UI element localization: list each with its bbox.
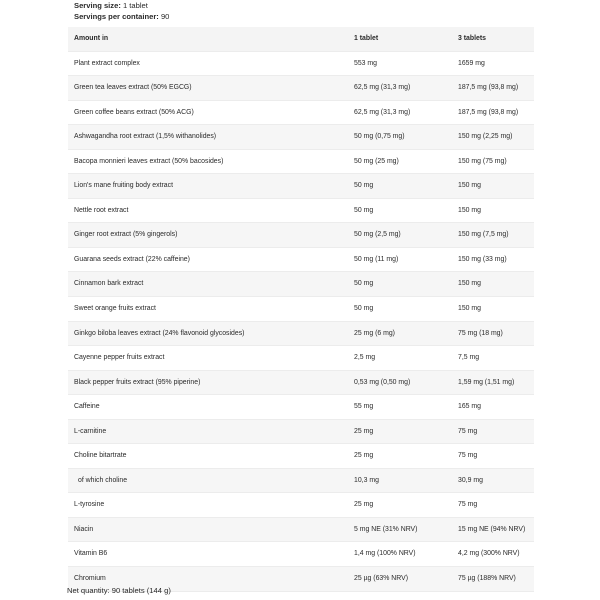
ingredient-name: Lion's mane fruiting body extract: [74, 182, 173, 190]
amount-1-tablet: 50 mg (25 mg): [354, 157, 399, 165]
amount-1-tablet: 1,4 mg (100% NRV): [354, 550, 416, 558]
ingredient-name: Sweet orange fruits extract: [74, 305, 156, 313]
table-row: [68, 395, 534, 420]
amount-1-tablet: 50 mg (0,75 mg): [354, 133, 405, 141]
ingredient-name: L-tyrosine: [74, 501, 105, 509]
amount-3-tablets: 187,5 mg (93,8 mg): [458, 108, 519, 116]
table-header-row: [68, 27, 534, 52]
amount-3-tablets: 30,9 mg: [458, 476, 483, 484]
serving-size-value: 1 tablet: [120, 1, 148, 10]
amount-1-tablet: 553 mg: [354, 59, 377, 67]
amount-3-tablets: 150 mg (2,25 mg): [458, 133, 513, 141]
servings-per-container: [74, 11, 534, 22]
table-row: [68, 76, 534, 101]
table-row: [68, 542, 534, 567]
supplement-facts-table: [68, 27, 534, 592]
amount-1-tablet: 50 mg: [354, 206, 374, 214]
servings-value: 90: [158, 12, 170, 21]
ingredient-name: Ginger root extract (5% gingerols): [74, 231, 178, 239]
amount-1-tablet: 25 µg (63% NRV): [354, 575, 409, 583]
amount-1-tablet: 50 mg: [354, 182, 374, 190]
net-quantity: Net quantity: 90 tablets (144 g): [67, 586, 171, 595]
amount-1-tablet: 0,53 mg (0,50 mg): [354, 378, 411, 386]
table-row: [68, 174, 534, 199]
amount-3-tablets: 7,5 mg: [458, 354, 480, 362]
amount-1-tablet: 5 mg NE (31% NRV): [354, 525, 418, 533]
serving-size-label: Serving size:: [74, 1, 121, 10]
amount-3-tablets: 75 mg (18 mg): [458, 329, 503, 337]
amount-1-tablet: 2,5 mg: [354, 354, 376, 362]
table-row: [68, 469, 534, 494]
amount-3-tablets: 75 mg: [458, 501, 478, 509]
table-row: [68, 518, 534, 543]
amount-1-tablet: 62,5 mg (31,3 mg): [354, 108, 411, 116]
serving-size: [74, 0, 534, 11]
amount-1-tablet: 10,3 mg: [354, 476, 379, 484]
table-row: [68, 346, 534, 371]
amount-3-tablets: 150 mg: [458, 305, 481, 313]
amount-1-tablet: 50 mg: [354, 305, 374, 313]
table-row: [68, 493, 534, 518]
table-row: [68, 248, 534, 273]
amount-1-tablet: 25 mg: [354, 427, 374, 435]
amount-1-tablet: 50 mg (11 mg): [354, 255, 399, 263]
table-row: [68, 297, 534, 322]
table-row: [68, 199, 534, 224]
amount-3-tablets: 150 mg (7,5 mg): [458, 231, 509, 239]
amount-3-tablets: 165 mg: [458, 403, 481, 411]
ingredient-name: Cayenne pepper fruits extract: [74, 354, 165, 362]
table-row: [68, 371, 534, 396]
amount-1-tablet: 25 mg: [354, 452, 374, 460]
amount-3-tablets: 4,2 mg (300% NRV): [458, 550, 520, 558]
amount-3-tablets: 75 mg: [458, 452, 478, 460]
amount-3-tablets: 187,5 mg (93,8 mg): [458, 84, 519, 92]
ingredient-name: Niacin: [74, 525, 94, 533]
ingredient-name: Vitamin B6: [74, 550, 108, 558]
amount-3-tablets: 15 mg NE (94% NRV): [458, 525, 526, 533]
table-row: [68, 444, 534, 469]
ingredient-name: Ginkgo biloba leaves extract (24% flavonoid glycosides): [74, 329, 245, 337]
table-row: [68, 322, 534, 347]
amount-1-tablet: 55 mg: [354, 403, 374, 411]
amount-1-tablet: 25 mg (6 mg): [354, 329, 395, 337]
amount-3-tablets: 150 mg: [458, 182, 481, 190]
amount-3-tablets: 150 mg (75 mg): [458, 157, 507, 165]
ingredient-name: Ashwagandha root extract (1,5% withanolides): [74, 133, 217, 141]
table-row: [68, 420, 534, 445]
column-header-3-tablets: 3 tablets: [458, 35, 486, 42]
ingredient-name: Cinnamon bark extract: [74, 280, 144, 288]
amount-3-tablets: 1,59 mg (1,51 mg): [458, 378, 515, 386]
ingredient-name: L-carnitine: [74, 427, 107, 435]
amount-1-tablet: 62,5 mg (31,3 mg): [354, 84, 411, 92]
amount-1-tablet: 50 mg: [354, 280, 374, 288]
ingredient-name: Caffeine: [74, 403, 100, 411]
ingredient-name: Chromium: [74, 575, 106, 583]
ingredient-name: Black pepper fruits extract (95% piperine): [74, 378, 201, 386]
ingredient-name: of which choline: [78, 476, 128, 484]
amount-3-tablets: 150 mg: [458, 280, 481, 288]
ingredient-name: Choline bitartrate: [74, 452, 127, 460]
table-row: [68, 150, 534, 175]
serving-info: [74, 0, 534, 22]
ingredient-name: Guarana seeds extract (22% caffeine): [74, 255, 190, 263]
column-header-amount-in: Amount in: [74, 35, 109, 42]
amount-3-tablets: 1659 mg: [458, 59, 485, 67]
ingredient-name: Green tea leaves extract (50% EGCG): [74, 84, 192, 92]
table-row: [68, 223, 534, 248]
amount-3-tablets: 75 µg (188% NRV): [458, 575, 516, 583]
table-row: [68, 272, 534, 297]
ingredient-name: Bacopa monnieri leaves extract (50% bacosides): [74, 157, 224, 165]
table-row: [68, 52, 534, 77]
table-row: [68, 101, 534, 126]
servings-label: Servings per container:: [74, 12, 159, 21]
amount-3-tablets: 150 mg (33 mg): [458, 255, 507, 263]
amount-1-tablet: 25 mg: [354, 501, 374, 509]
ingredient-name: Plant extract complex: [74, 59, 140, 67]
table-row: [68, 125, 534, 150]
amount-1-tablet: 50 mg (2,5 mg): [354, 231, 401, 239]
amount-3-tablets: 150 mg: [458, 206, 481, 214]
column-header-1-tablet: 1 tablet: [354, 35, 379, 42]
ingredient-name: Nettle root extract: [74, 206, 129, 214]
amount-3-tablets: 75 mg: [458, 427, 478, 435]
ingredient-name: Green coffee beans extract (50% ACG): [74, 108, 194, 116]
